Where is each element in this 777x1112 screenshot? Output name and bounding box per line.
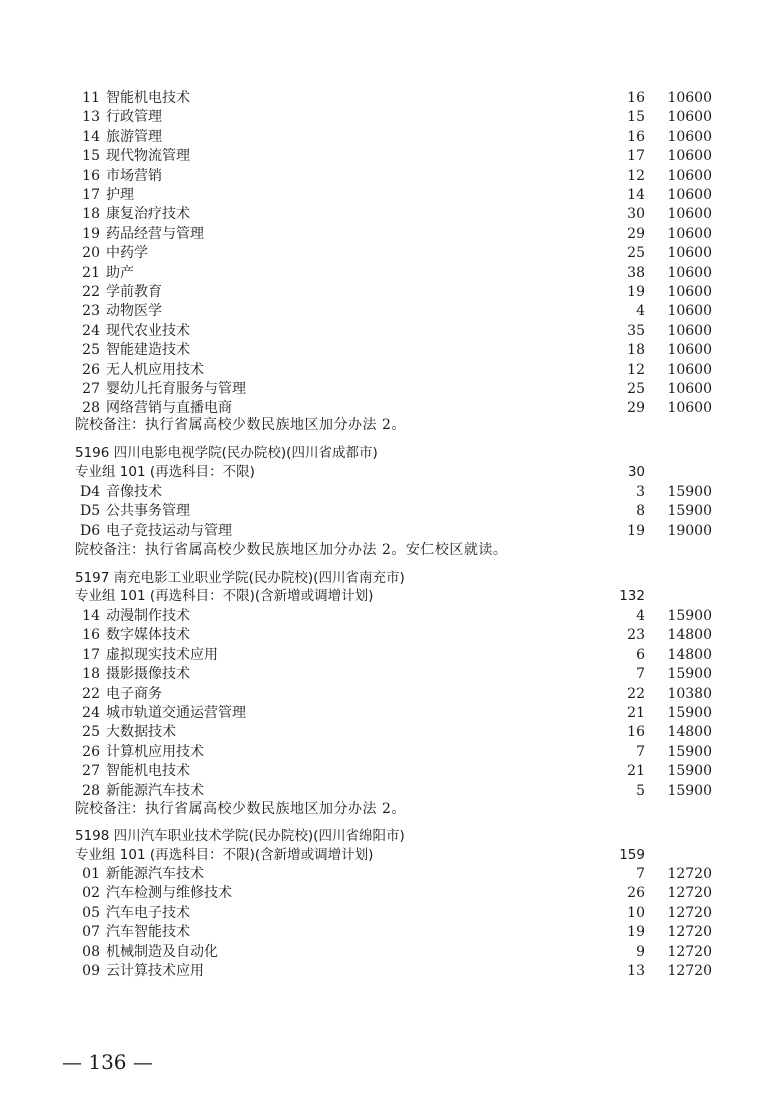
table-row	[0, 761, 777, 781]
major-code: D6	[80, 522, 101, 539]
plan-count: 12	[627, 167, 645, 184]
major-code: 28	[82, 400, 100, 417]
major-name: 现代农业技术	[106, 322, 190, 339]
table-row	[0, 127, 777, 147]
plan-count: 13	[627, 963, 645, 979]
tuition-fee: 15900	[667, 782, 712, 799]
major-code: D5	[80, 503, 101, 520]
table-row	[0, 301, 777, 321]
major-code: 26	[82, 743, 100, 760]
school-header-5197: 5197 南充电影工业职业学院(民办院校)(四川省南充市)	[75, 570, 405, 586]
tuition-fee: 10600	[667, 167, 712, 184]
table-row	[0, 625, 777, 645]
major-name: 电子竞技运动与管理	[106, 522, 232, 539]
table-row	[0, 340, 777, 360]
tuition-fee: 10600	[667, 187, 712, 203]
group-count-5198: 159	[619, 847, 645, 863]
plan-count: 35	[627, 322, 645, 339]
table-row	[0, 664, 777, 684]
major-name: 动漫制作技术	[106, 608, 190, 624]
tuition-fee: 15900	[667, 763, 712, 780]
major-name: 云计算技术应用	[106, 963, 204, 979]
major-name: 学前教育	[106, 284, 162, 300]
tuition-fee: 12720	[667, 904, 712, 921]
plan-count: 38	[627, 264, 645, 281]
tuition-fee: 12720	[667, 963, 712, 979]
major-name: 助产	[106, 264, 134, 281]
table-row	[0, 360, 777, 380]
major-name: 无人机应用技术	[106, 361, 204, 378]
major-code: 01	[82, 866, 100, 882]
major-code: 17	[82, 646, 100, 663]
table-row	[0, 282, 777, 302]
major-name: 汽车检测与维修技术	[106, 885, 232, 902]
major-name: 网络营销与直播电商	[106, 400, 232, 417]
plan-count: 7	[636, 743, 645, 760]
school-header-5196: 5196 四川电影电视学院(民办院校)(四川省成都市)	[75, 445, 378, 461]
major-name: 机械制造及自动化	[106, 943, 218, 960]
plan-count: 8	[636, 503, 645, 520]
school5197-note	[75, 799, 406, 819]
plan-count: 25	[627, 381, 645, 397]
tuition-fee: 10600	[667, 90, 712, 106]
major-code: 15	[82, 148, 100, 165]
major-code: 21	[82, 264, 100, 281]
table-row	[0, 961, 777, 981]
note-text: 执行省属高校少数民族地区加分办法 2。安仁校区就读。	[145, 542, 508, 558]
plan-count: 19	[627, 522, 645, 539]
major-code: 14	[82, 608, 100, 624]
major-name: 动物医学	[106, 303, 162, 320]
plan-count: 18	[627, 342, 645, 359]
tuition-fee: 15900	[667, 743, 712, 760]
major-name: 虚拟现实技术应用	[106, 646, 218, 663]
tuition-fee: 10600	[667, 148, 712, 165]
tuition-fee: 10600	[667, 361, 712, 378]
table-row	[0, 88, 777, 108]
table-row	[0, 501, 777, 521]
note-label: 院校备注：	[75, 801, 145, 817]
table-row	[0, 684, 777, 704]
major-code: 20	[82, 245, 100, 262]
tuition-fee: 10600	[667, 303, 712, 320]
tuition-fee: 12720	[667, 943, 712, 960]
tuition-fee: 10600	[667, 342, 712, 359]
table-row	[0, 722, 777, 742]
major-name: 大数据技术	[106, 724, 176, 741]
tuition-fee: 12720	[667, 885, 712, 902]
table-row	[0, 742, 777, 762]
major-code: 27	[82, 381, 100, 397]
plan-count: 16	[627, 90, 645, 106]
plan-count: 19	[627, 284, 645, 300]
plan-count: 5	[636, 782, 645, 799]
table-row	[0, 263, 777, 283]
table-row	[0, 204, 777, 224]
tuition-fee: 15900	[667, 666, 712, 683]
major-code: 16	[82, 167, 100, 184]
major-code: 24	[82, 322, 100, 339]
tuition-fee: 10380	[667, 685, 712, 702]
section1-school-note	[75, 415, 406, 435]
plan-count: 25	[627, 245, 645, 262]
table-row	[0, 482, 777, 502]
tuition-fee: 10600	[667, 322, 712, 339]
major-name: 公共事务管理	[106, 503, 190, 520]
plan-count: 4	[636, 303, 645, 320]
major-code: 18	[82, 206, 100, 223]
major-name: 汽车电子技术	[106, 904, 190, 921]
major-code: 25	[82, 342, 100, 359]
major-code: 07	[82, 924, 100, 941]
tuition-fee: 10600	[667, 245, 712, 262]
plan-count: 6	[636, 646, 645, 663]
table-row	[0, 107, 777, 127]
tuition-fee: 10600	[667, 206, 712, 223]
plan-count: 12	[627, 361, 645, 378]
table-row	[0, 645, 777, 665]
major-group-5196: 专业组 101 (再选科目：不限)	[75, 464, 255, 480]
table-row	[0, 781, 777, 801]
major-name: 中药学	[106, 245, 148, 262]
plan-count: 22	[627, 685, 645, 702]
major-code: 22	[82, 284, 100, 300]
major-name: 智能机电技术	[106, 90, 190, 106]
tuition-fee: 15900	[667, 503, 712, 520]
note-text: 执行省属高校少数民族地区加分办法 2。	[145, 417, 406, 433]
major-code: 08	[82, 943, 100, 960]
group-count-5196: 30	[627, 464, 645, 480]
table-row	[0, 521, 777, 541]
tuition-fee: 10600	[667, 264, 712, 281]
major-code: 16	[82, 627, 100, 644]
major-name: 康复治疗技术	[106, 206, 190, 223]
tuition-fee: 15900	[667, 608, 712, 624]
table-row	[0, 243, 777, 263]
plan-count: 19	[627, 924, 645, 941]
major-code: 09	[82, 963, 100, 979]
plan-count: 26	[627, 885, 645, 902]
table-row	[0, 321, 777, 341]
plan-count: 15	[627, 109, 645, 126]
major-code: D4	[80, 484, 101, 500]
major-name: 城市轨道交通运营管理	[106, 705, 246, 721]
major-code: 22	[82, 685, 100, 702]
note-label: 院校备注：	[75, 542, 145, 558]
plan-count: 9	[636, 943, 645, 960]
major-code: 13	[82, 109, 100, 126]
table-row	[0, 379, 777, 399]
table-row	[0, 166, 777, 186]
tuition-fee: 12720	[667, 866, 712, 882]
major-name: 旅游管理	[106, 128, 162, 145]
major-code: 18	[82, 666, 100, 683]
plan-count: 7	[636, 866, 645, 882]
major-name: 新能源汽车技术	[106, 866, 204, 882]
major-code: 17	[82, 187, 100, 203]
table-row	[0, 703, 777, 723]
plan-count: 7	[636, 666, 645, 683]
plan-count: 16	[627, 128, 645, 145]
major-group-5198: 专业组 101 (再选科目：不限)(含新增或调增计划)	[75, 847, 374, 863]
major-name: 药品经营与管理	[106, 225, 204, 242]
table-row	[0, 185, 777, 205]
tuition-fee: 15900	[667, 484, 712, 500]
school-header-5198: 5198 四川汽车职业技术学院(民办院校)(四川省绵阳市)	[75, 828, 405, 844]
tuition-fee: 10600	[667, 381, 712, 397]
major-group-5197: 专业组 101 (再选科目：不限)(含新增或调增计划)	[75, 588, 374, 604]
plan-count: 16	[627, 724, 645, 741]
group-count-5197: 132	[619, 588, 645, 604]
tuition-fee: 10600	[667, 225, 712, 242]
tuition-fee: 14800	[667, 724, 712, 741]
plan-count: 30	[627, 206, 645, 223]
major-name: 市场营销	[106, 167, 162, 184]
table-row	[0, 903, 777, 923]
major-name: 行政管理	[106, 109, 162, 126]
major-code: 23	[82, 303, 100, 320]
major-name: 新能源汽车技术	[106, 782, 204, 799]
tuition-fee: 12720	[667, 924, 712, 941]
tuition-fee: 14800	[667, 646, 712, 663]
tuition-fee: 10600	[667, 284, 712, 300]
plan-count: 23	[627, 627, 645, 644]
major-name: 智能机电技术	[106, 763, 190, 780]
tuition-fee: 10600	[667, 109, 712, 126]
major-code: 27	[82, 763, 100, 780]
table-row	[0, 864, 777, 884]
plan-count: 29	[627, 225, 645, 242]
table-row	[0, 922, 777, 942]
tuition-fee: 19000	[667, 522, 712, 539]
major-code: 19	[82, 225, 100, 242]
plan-count: 14	[627, 187, 645, 203]
plan-count: 4	[636, 608, 645, 624]
plan-count: 21	[627, 705, 645, 721]
major-name: 汽车智能技术	[106, 924, 190, 941]
tuition-fee: 10600	[667, 128, 712, 145]
note-label: 院校备注：	[75, 417, 145, 433]
plan-count: 10	[627, 904, 645, 921]
page-number: — 136 —	[62, 1050, 153, 1074]
major-name: 音像技术	[106, 484, 162, 500]
tuition-fee: 10600	[667, 400, 712, 417]
major-code: 24	[82, 705, 100, 721]
major-code: 28	[82, 782, 100, 799]
plan-count: 29	[627, 400, 645, 417]
plan-count: 21	[627, 763, 645, 780]
note-text: 执行省属高校少数民族地区加分办法 2。	[145, 801, 406, 817]
major-name: 计算机应用技术	[106, 743, 204, 760]
tuition-fee: 15900	[667, 705, 712, 721]
major-code: 11	[82, 90, 100, 106]
major-name: 婴幼儿托育服务与管理	[106, 381, 246, 397]
tuition-fee: 14800	[667, 627, 712, 644]
school5196-note	[75, 540, 507, 560]
table-row	[0, 224, 777, 244]
plan-count: 3	[636, 484, 645, 500]
major-name: 摄影摄像技术	[106, 666, 190, 683]
major-name: 现代物流管理	[106, 148, 190, 165]
major-code: 05	[82, 904, 100, 921]
plan-count: 17	[627, 148, 645, 165]
major-name: 智能建造技术	[106, 342, 190, 359]
major-code: 14	[82, 128, 100, 145]
major-code: 25	[82, 724, 100, 741]
table-row	[0, 942, 777, 962]
major-name: 护理	[106, 187, 134, 203]
table-row	[0, 606, 777, 626]
major-code: 02	[82, 885, 100, 902]
table-row	[0, 883, 777, 903]
major-name: 数字媒体技术	[106, 627, 190, 644]
major-code: 26	[82, 361, 100, 378]
major-name: 电子商务	[106, 685, 162, 702]
table-row	[0, 146, 777, 166]
